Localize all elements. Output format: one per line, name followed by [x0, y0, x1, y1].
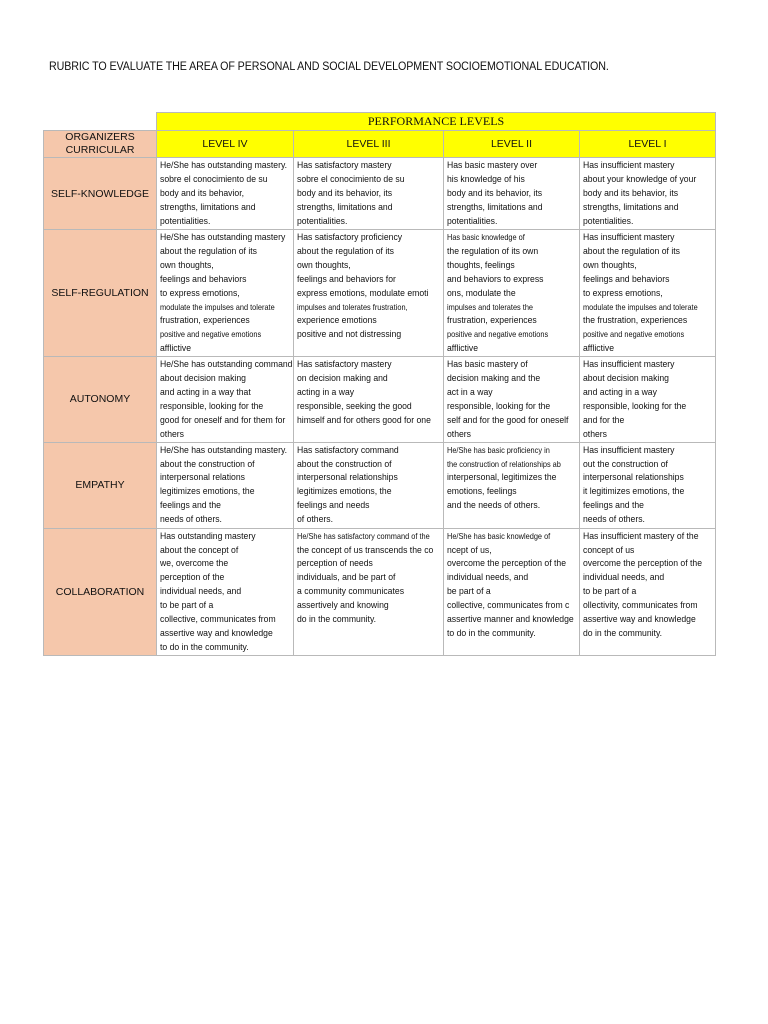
cell-line: himself and for others good for one — [297, 414, 431, 426]
cell-collaboration-level-iii — [294, 528, 444, 655]
cell-line: about the regulation of its — [160, 245, 257, 257]
row-label-self-regulation: SELF-REGULATION — [44, 230, 157, 357]
cell-self-knowledge-level-iv — [157, 158, 294, 230]
cell-line: individual needs, and — [583, 572, 665, 584]
cell-line: sobre el conocimiento de su — [297, 173, 405, 185]
level-header-row — [44, 131, 716, 158]
blank-corner-cell — [44, 113, 157, 131]
cell-line: collective, communicates from — [160, 614, 276, 626]
cell-line: individual needs, and — [160, 586, 242, 598]
cell-collaboration-level-ii — [444, 528, 580, 655]
cell-self-knowledge-level-iii — [294, 158, 444, 230]
row-label-collaboration: COLLABORATION — [44, 528, 157, 655]
cell-line: Has satisfactory mastery — [297, 359, 392, 371]
cell-line: He/She has outstanding mastery. — [160, 444, 288, 456]
cell-line: collective, communicates from c — [447, 600, 570, 612]
performance-header-row — [44, 113, 716, 131]
cell-self-knowledge-level-ii — [444, 158, 580, 230]
cell-line: perception of the — [160, 572, 225, 584]
cell-line: to express emotions, — [160, 287, 240, 299]
cell-line: responsible, looking for the — [447, 400, 551, 412]
cell-line: He/She has outstanding command — [160, 359, 293, 371]
cell-line: and for the — [583, 414, 625, 426]
cell-line: about your knowledge of your — [583, 173, 697, 185]
cell-line: the construction of relationships ab — [447, 459, 561, 469]
cell-line: about the regulation of its — [583, 245, 680, 257]
cell-empathy-level-ii — [444, 442, 580, 528]
cell-line: the frustration, experiences — [583, 315, 688, 327]
cell-line: it legitimizes emotions, the — [583, 486, 685, 498]
cell-line: concept of us — [583, 544, 635, 556]
cell-line: we, overcome the — [160, 558, 229, 570]
cell-line: good for oneself and for them for — [160, 414, 286, 426]
cell-line: about decision making — [583, 373, 669, 385]
cell-line: to express emotions, — [583, 287, 663, 299]
cell-line: and the needs of others. — [447, 500, 541, 512]
row-label-self-knowledge: SELF-KNOWLEDGE — [44, 158, 157, 230]
cell-autonomy-level-i — [580, 357, 716, 442]
cell-line: feelings and the — [583, 500, 644, 512]
cell-empathy-level-iv — [157, 442, 294, 528]
level-iii-header: LEVEL III — [294, 131, 444, 158]
cell-line: acting in a way — [297, 386, 355, 398]
cell-line: Has basic mastery of — [447, 359, 528, 371]
cell-line: interpersonal relationships — [583, 472, 684, 484]
cell-line: out the construction of — [583, 458, 668, 470]
cell-line: Has satisfactory mastery — [297, 160, 392, 171]
cell-line: be part of a — [447, 586, 491, 598]
table-row — [44, 528, 716, 655]
organizers-curricular-label: ORGANIZERS CURRICULAR — [65, 131, 135, 156]
cell-line: perception of needs — [297, 558, 373, 570]
cell-line: individuals, and be part of — [297, 572, 396, 584]
cell-line: potentialities. — [297, 215, 348, 227]
cell-line: afflictive — [160, 343, 192, 355]
cell-line: needs of others. — [583, 514, 645, 526]
cell-line: Has satisfactory proficiency — [297, 232, 403, 243]
table-row — [44, 442, 716, 528]
cell-line: positive and negative emotions — [583, 330, 685, 340]
cell-line: He/She has basic proficiency in — [447, 445, 550, 455]
document-title: RUBRIC TO EVALUATE THE AREA OF PERSONAL AND SOCIAL DEVELOPMENT SOCIOEMOTIONAL EDUCATION. — [49, 61, 609, 73]
cell-line: afflictive — [583, 343, 615, 355]
cell-line: do in the community. — [297, 614, 377, 626]
table-row — [44, 158, 716, 230]
cell-line: positive and negative emotions — [160, 330, 262, 340]
cell-line: strengths, limitations and — [297, 201, 393, 213]
cell-line: Has insufficient mastery — [583, 444, 675, 456]
cell-self-regulation-level-iii — [294, 230, 444, 357]
cell-self-regulation-level-ii — [444, 230, 580, 357]
cell-line: own thoughts, — [583, 259, 637, 271]
cell-line: the regulation of its own — [447, 245, 539, 257]
cell-line: responsible, looking for the — [583, 400, 687, 412]
cell-line: He/She has satisfactory command of the — [297, 531, 430, 541]
cell-line: interpersonal relations — [160, 472, 245, 484]
rubric-table — [43, 112, 716, 656]
cell-line: others — [583, 428, 608, 440]
cell-line: He/She has outstanding mastery. — [160, 160, 288, 171]
cell-autonomy-level-iv — [157, 357, 294, 442]
cell-line: feelings and behaviors — [160, 273, 247, 285]
cell-line: to do in the community. — [160, 641, 249, 653]
row-label-empathy: EMPATHY — [44, 442, 157, 528]
cell-line: frustration, experiences — [160, 315, 250, 327]
cell-line: ons, modulate the — [447, 287, 516, 299]
cell-line: own thoughts, — [160, 259, 214, 271]
cell-line: strengths, limitations and — [583, 201, 679, 213]
cell-line: and acting in a way — [583, 386, 657, 398]
cell-line: impulses and tolerates the — [447, 302, 534, 312]
cell-line: feelings and needs — [297, 500, 370, 512]
cell-line: impulses and tolerates frustration, — [297, 302, 408, 312]
cell-line: self and for the good for oneself — [447, 414, 569, 426]
cell-line: a community communicates — [297, 586, 405, 598]
cell-line: on decision making and — [297, 373, 388, 385]
cell-line: Has insufficient mastery of the — [583, 530, 699, 542]
cell-line: assertive way and knowledge — [160, 627, 273, 639]
cell-line: thoughts, feelings — [447, 259, 515, 271]
cell-line: of others. — [297, 514, 333, 526]
cell-line: individual needs, and — [447, 572, 529, 584]
cell-line: afflictive — [447, 343, 479, 355]
cell-line: potentialities. — [583, 215, 634, 227]
level-iv-header: LEVEL IV — [157, 131, 294, 158]
cell-line: interpersonal, legitimizes the — [447, 472, 557, 484]
cell-line: He/She has outstanding mastery — [160, 232, 286, 243]
cell-line: strengths, limitations and — [160, 201, 256, 213]
cell-empathy-level-i — [580, 442, 716, 528]
cell-line: and acting in a way that — [160, 386, 251, 398]
cell-line: interpersonal relationships — [297, 472, 398, 484]
cell-autonomy-level-iii — [294, 357, 444, 442]
cell-line: positive and negative emotions — [447, 330, 549, 340]
cell-line: about decision making — [160, 373, 246, 385]
cell-line: modulate the impulses and tolerate — [583, 302, 698, 312]
cell-line: feelings and behaviors for — [297, 273, 396, 285]
cell-line: express emotions, modulate emoti — [297, 287, 429, 299]
cell-line: feelings and the — [160, 500, 221, 512]
cell-line: emotions, feelings — [447, 486, 517, 498]
cell-line: strengths, limitations and — [447, 201, 543, 213]
cell-line: Has insufficient mastery — [583, 160, 675, 171]
cell-line: ncept of us, — [447, 544, 492, 556]
cell-line: body and its behavior, its — [297, 187, 393, 199]
cell-line: positive and not distressing — [297, 329, 402, 341]
row-label-autonomy: AUTONOMY — [44, 357, 157, 442]
cell-line: decision making and the — [447, 373, 541, 385]
cell-line: legitimizes emotions, the — [297, 486, 392, 498]
cell-line: Has insufficient mastery — [583, 232, 675, 243]
cell-line: body and its behavior, its — [583, 187, 679, 199]
table-row — [44, 230, 716, 357]
cell-self-regulation-level-iv — [157, 230, 294, 357]
cell-line: own thoughts, — [297, 259, 351, 271]
cell-line: and behaviors to express — [447, 273, 544, 285]
organizers-curricular-header — [44, 131, 157, 158]
cell-line: to be part of a — [583, 586, 637, 598]
cell-line: Has satisfactory command — [297, 444, 399, 456]
cell-line: potentialities. — [160, 215, 211, 227]
cell-line: about the construction of — [160, 458, 255, 470]
cell-line: to do in the community. — [447, 627, 536, 639]
cell-line: frustration, experiences — [447, 315, 537, 327]
table-row — [44, 357, 716, 442]
cell-line: overcome the perception of the — [583, 558, 703, 570]
cell-line: his knowledge of his — [447, 173, 525, 185]
cell-line: overcome the perception of the — [447, 558, 567, 570]
cell-line: body and its behavior, — [160, 187, 245, 199]
cell-line: potentialities. — [447, 215, 498, 227]
cell-line: assertive way and knowledge — [583, 614, 696, 626]
cell-line: needs of others. — [160, 514, 222, 526]
cell-line: about the concept of — [160, 544, 239, 556]
cell-line: act in a way — [447, 386, 493, 398]
cell-line: Has outstanding mastery — [160, 530, 256, 542]
cell-line: others — [447, 428, 472, 440]
cell-line: Has insufficient mastery — [583, 359, 675, 371]
cell-line: body and its behavior, its — [447, 187, 543, 199]
cell-line: Has basic mastery over — [447, 160, 538, 171]
cell-line: the concept of us transcends the co — [297, 544, 434, 556]
cell-collaboration-level-iv — [157, 528, 294, 655]
cell-line: responsible, seeking the good — [297, 400, 412, 412]
cell-collaboration-level-i — [580, 528, 716, 655]
cell-line: about the construction of — [297, 458, 392, 470]
cell-line: to be part of a — [160, 600, 214, 612]
cell-empathy-level-iii — [294, 442, 444, 528]
cell-line: feelings and behaviors — [583, 273, 670, 285]
cell-line: assertive manner and knowledge — [447, 614, 574, 626]
cell-line: modulate the impulses and tolerate — [160, 302, 275, 312]
cell-self-knowledge-level-i — [580, 158, 716, 230]
cell-line: assertively and knowing — [297, 600, 389, 612]
cell-autonomy-level-ii — [444, 357, 580, 442]
cell-line: others — [160, 428, 185, 440]
cell-line: legitimizes emotions, the — [160, 486, 255, 498]
level-ii-header: LEVEL II — [444, 131, 580, 158]
cell-line: sobre el conocimiento de su — [160, 173, 268, 185]
cell-line: Has basic knowledge of — [447, 233, 525, 242]
cell-line: do in the community. — [583, 627, 663, 639]
performance-levels-header: PERFORMANCE LEVELS — [157, 113, 716, 131]
cell-line: about the regulation of its — [297, 245, 394, 257]
level-i-header: LEVEL I — [580, 131, 716, 158]
cell-line: responsible, looking for the — [160, 400, 264, 412]
cell-line: He/She has basic knowledge of — [447, 531, 551, 541]
cell-self-regulation-level-i — [580, 230, 716, 357]
cell-line: experience emotions — [297, 315, 377, 327]
cell-line: ollectivity, communicates from — [583, 600, 698, 612]
